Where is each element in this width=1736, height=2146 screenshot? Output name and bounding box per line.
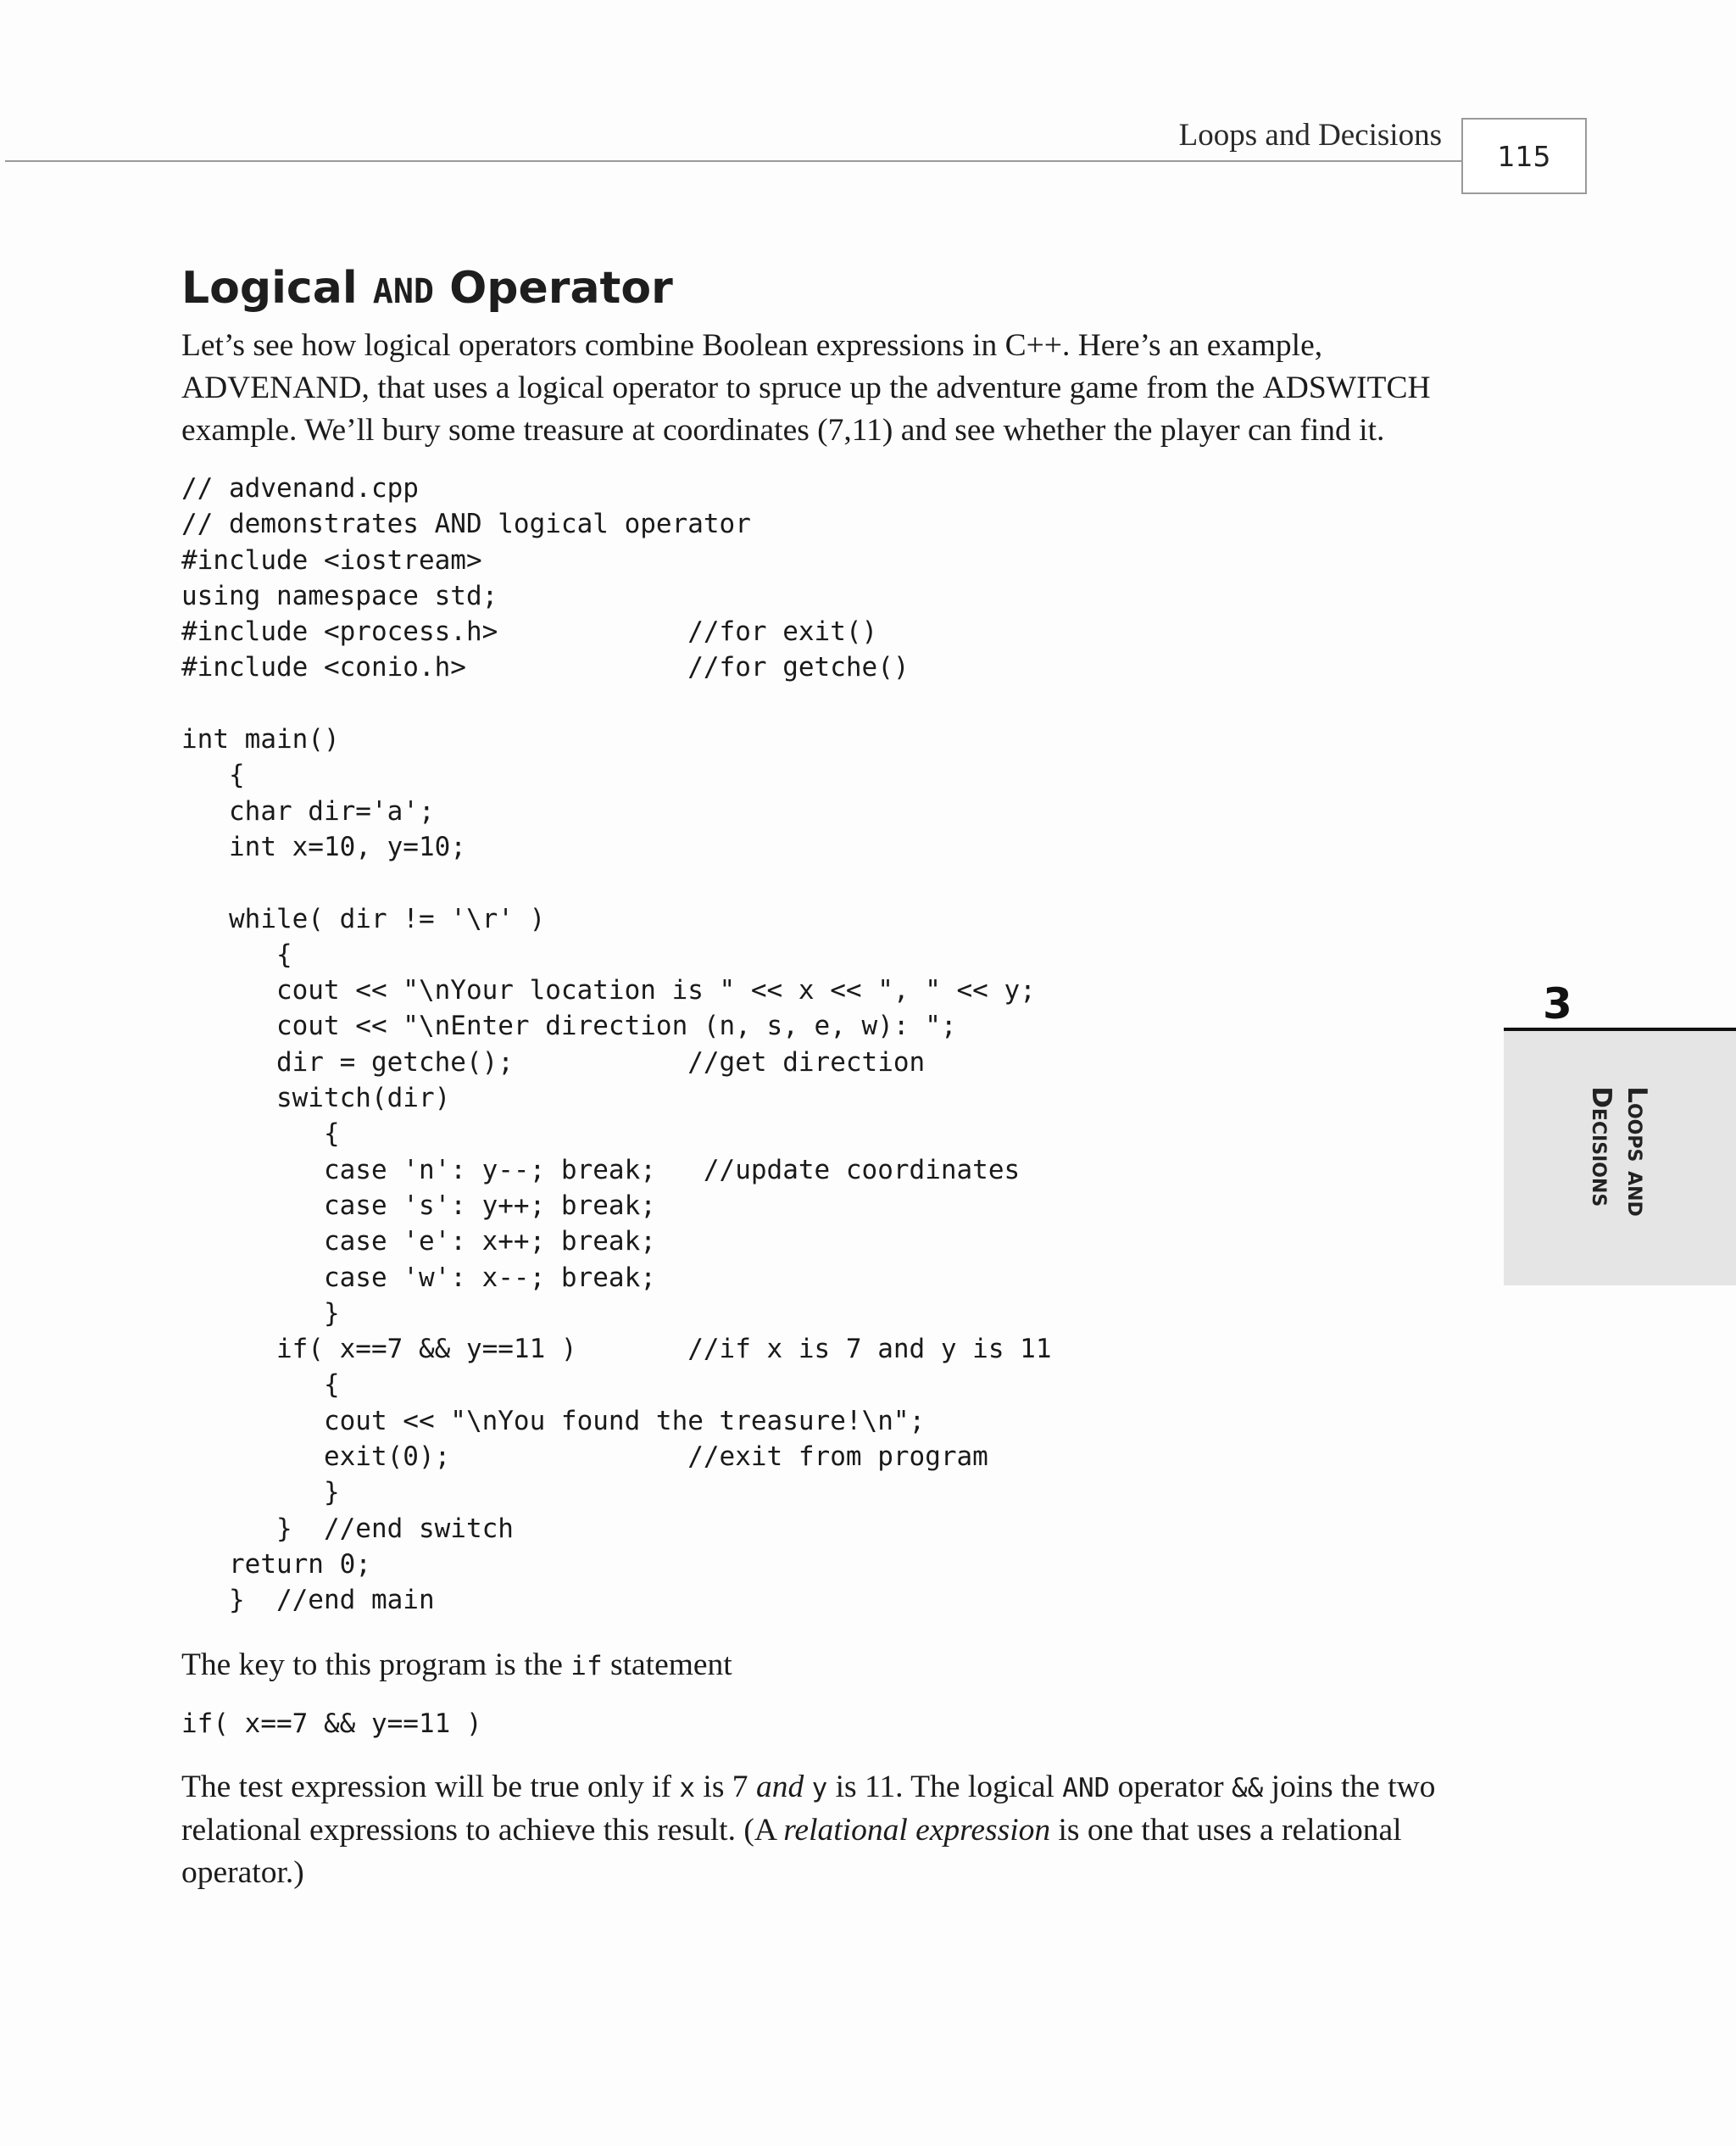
section-title-part2: Operator — [434, 263, 673, 314]
test-text2: is 7 — [695, 1770, 756, 1804]
test-text6: joins the two relational expressions to achieve this result. (A — [181, 1770, 1436, 1848]
section-title — [181, 259, 673, 321]
chapter-tab-label-line1: Loops and — [1622, 1086, 1652, 1217]
test-emphasis-relational: relational expression — [783, 1813, 1051, 1848]
chapter-number: 3 — [1543, 979, 1572, 1028]
if-snippet: if( x==7 && y==11 ) — [181, 1708, 482, 1739]
intro-text2: , that uses a logical operator to spruce up the adventure game from the — [361, 371, 1263, 405]
chapter-tab-label-line2: Decisions — [1586, 1086, 1616, 1207]
section-title-code: AND — [372, 272, 434, 311]
test-text1: The test expression will be true only if — [181, 1770, 680, 1804]
test-emphasis-and: and — [755, 1770, 804, 1804]
intro-text1: Let’s see how logical operators combine Boolean expressions in C++. Here’s an example, — [181, 328, 1323, 363]
intro-text3: example. We’ll bury some treasure at coordinates (7,11) and see whether the player can find it. — [181, 413, 1385, 448]
page-number-box — [1461, 118, 1587, 194]
test-text7: is one that uses a relational operator.) — [181, 1813, 1402, 1890]
key-text1: The key to this program is the — [181, 1647, 571, 1682]
intro-paragraph — [181, 325, 1453, 452]
test-code-x: x — [679, 1773, 696, 1803]
test-paragraph — [181, 1766, 1453, 1894]
test-code-ampersands: && — [1231, 1773, 1264, 1803]
test-text4: is 11. The logical — [827, 1770, 1063, 1804]
section-title-part1: Logical — [181, 263, 373, 314]
chapter-tab-label — [1583, 1086, 1655, 1217]
running-head: Loops and Decisions — [1178, 118, 1442, 153]
earlier-program-name: ADSWITCH — [1262, 371, 1431, 405]
program-name: ADVENAND — [181, 371, 362, 405]
test-code-y: y — [811, 1773, 828, 1803]
test-code-and: AND — [1062, 1773, 1110, 1803]
header-rule — [5, 160, 1463, 162]
page-number: 115 — [1497, 139, 1551, 173]
key-paragraph — [181, 1644, 1453, 1687]
test-text3 — [804, 1770, 811, 1804]
code-listing: // advenand.cpp // demonstrates AND logical operator #include <iostream> using namespace std; #include <process.h> //for exit() #include <conio.h> //for getche() int main() { char dir='a'; int x=10, y=10; while( dir != '\r' ) { cout << "\nYour location is " << x << ", " << y; cout << "\nEnter direction (n, s, e, w): "; dir = getche(); //get direction switch(dir) { case 'n': y--; break; //update coordinates case 's': y++; break; case 'e': x++; break; case 'w': x--; break; } if( x==7 && y==11 ) //if x is 7 and y is 11 { cout << "\nYou found the treasure!\n"; exit(0); //exit from program } } //end switch return 0; } //end main — [181, 473, 1052, 1616]
key-text2: statement — [602, 1647, 732, 1682]
test-text5: operator — [1110, 1770, 1232, 1804]
key-code: if — [570, 1651, 603, 1681]
